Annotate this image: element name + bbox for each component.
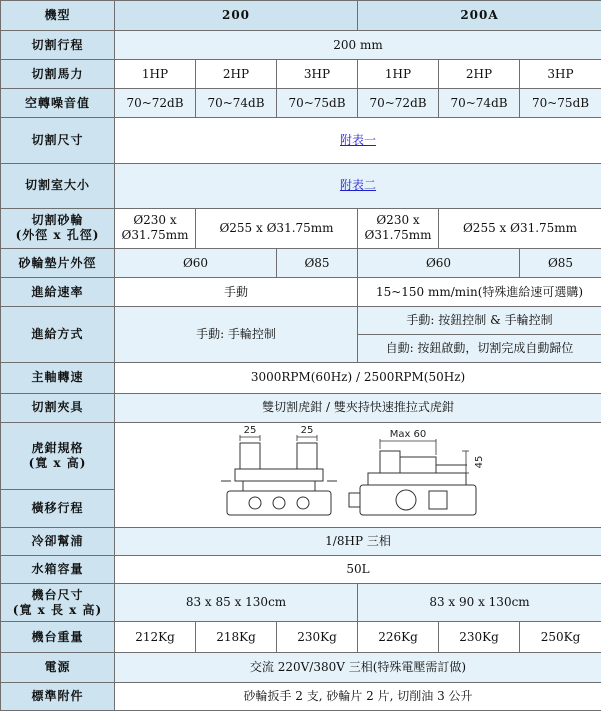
- value-spindle: 3000RPM(60Hz) / 2500RPM(50Hz): [115, 363, 601, 393]
- header-200a: 200A: [358, 1, 601, 31]
- right-vise-base: [360, 485, 476, 515]
- weight-cell: 218Kg: [196, 622, 277, 652]
- wheel-200a-small-line2: Ø31.75mm: [364, 228, 432, 243]
- left-vise-bar: [235, 469, 323, 481]
- power-cell: 3HP: [277, 60, 358, 89]
- washer-cell: Ø60: [358, 248, 520, 277]
- label-stroke: 切割行程: [1, 31, 115, 60]
- power-cell: 3HP: [520, 60, 601, 89]
- wheel-200-small: [115, 208, 196, 248]
- right-vise-bar: [368, 473, 466, 485]
- weight-cell: 250Kg: [520, 622, 601, 652]
- value-coolant: 1/8HP 三相: [115, 528, 601, 556]
- label-wheel-line2: (外徑 x 孔徑): [15, 228, 100, 243]
- label-accessories: 標準附件: [1, 682, 115, 710]
- label-washer: 砂輪墊片外徑: [1, 248, 115, 277]
- value-tank: 50L: [115, 556, 601, 584]
- power-cell: 2HP: [439, 60, 520, 89]
- power-cell: 1HP: [358, 60, 439, 89]
- dim-left-1-label: 25: [243, 424, 257, 436]
- wheel-200a-small-line1: Ø230 x: [376, 213, 420, 228]
- dim-left-2-label: 25: [300, 424, 314, 436]
- value-stroke: 200 mm: [115, 31, 601, 60]
- label-vise-line2: (寬 x 高): [28, 455, 87, 470]
- size-table-link[interactable]: 附表一: [340, 133, 377, 148]
- wheel-200a-large: Ø255 x Ø31.75mm: [439, 208, 601, 248]
- row-feed: [1, 278, 601, 307]
- noise-cell: 70~74dB: [439, 89, 520, 118]
- label-coolant: 冷卻幫浦: [1, 528, 115, 556]
- weight-cell: 230Kg: [277, 622, 358, 652]
- feed-mode-200a-auto: 自動: 按鈕啟動，切割完成自動歸位: [358, 335, 601, 363]
- left-vise-jaw-2: [297, 443, 317, 469]
- dims-200: 83 x 85 x 130cm: [115, 584, 358, 622]
- vise-drawing-cell: [115, 422, 601, 527]
- right-vise-block: [429, 491, 447, 509]
- dims-200a: 83 x 90 x 130cm: [358, 584, 601, 622]
- washer-cell: Ø85: [520, 248, 601, 277]
- label-wheel-line1: 切割砂輪: [31, 213, 84, 228]
- value-size: [115, 118, 601, 163]
- label-clamp: 切割夾具: [1, 393, 115, 422]
- row-feed-mode-1: [1, 307, 601, 335]
- label-feed-mode: 進給方式: [1, 307, 115, 363]
- row-weight: [1, 622, 601, 652]
- label-wheel: [1, 208, 115, 248]
- label-tank: 水箱容量: [1, 556, 115, 584]
- row-power: [1, 60, 601, 89]
- power-cell: 1HP: [115, 60, 196, 89]
- label-chamber: 切割室大小: [1, 163, 115, 208]
- row-tank: [1, 556, 601, 584]
- left-vise-jaw-1: [240, 443, 260, 469]
- dim-height-label: 45: [474, 455, 485, 469]
- row-model: [1, 1, 601, 31]
- label-vise-line1: 虎鉗規格: [31, 440, 84, 455]
- washer-cell: Ø85: [277, 248, 358, 277]
- label-model: 機型: [1, 1, 115, 31]
- value-power-supply: 交流 220V/380V 三相(特殊電壓需訂做): [115, 652, 601, 682]
- dim-max-label: Max 60: [389, 428, 427, 440]
- noise-cell: 70~72dB: [115, 89, 196, 118]
- wheel-200a-small: [358, 208, 439, 248]
- label-size: 切割尺寸: [1, 118, 115, 163]
- noise-cell: 70~75dB: [277, 89, 358, 118]
- label-weight: 機台重量: [1, 622, 115, 652]
- wheel-200-small-line2: Ø31.75mm: [121, 228, 189, 243]
- feed-200a: 15~150 mm/min(特殊進給速可選購): [358, 278, 601, 307]
- left-vise-bolt-icon: [249, 497, 261, 509]
- right-vise-jaw: [380, 451, 400, 473]
- noise-cell: 70~74dB: [196, 89, 277, 118]
- row-spindle: [1, 363, 601, 393]
- row-power-supply: [1, 652, 601, 682]
- label-traverse: 橫移行程: [1, 490, 115, 528]
- row-wheel: [1, 208, 601, 248]
- left-vise-bolt-icon: [273, 497, 285, 509]
- label-dims-line1: 機台尺寸: [31, 587, 84, 602]
- weight-cell: 212Kg: [115, 622, 196, 652]
- noise-cell: 70~75dB: [520, 89, 601, 118]
- right-vise-handwheel-icon: [396, 490, 416, 510]
- row-noise: [1, 89, 601, 118]
- feed-mode-200a-manual: 手動: 按鈕控制 & 手輪控制: [358, 307, 601, 335]
- label-spindle: 主軸轉速: [1, 363, 115, 393]
- chamber-table-link[interactable]: 附表二: [340, 178, 377, 193]
- label-power-supply: 電源: [1, 652, 115, 682]
- wheel-200-small-line1: Ø230 x: [133, 213, 177, 228]
- header-200: 200: [115, 1, 358, 31]
- weight-cell: 226Kg: [358, 622, 439, 652]
- label-noise: 空轉噪音值: [1, 89, 115, 118]
- left-vise-slide: [243, 481, 315, 491]
- feed-mode-200: 手動: 手輪控制: [115, 307, 358, 363]
- row-vise: [1, 422, 601, 489]
- label-feed: 進給速率: [1, 278, 115, 307]
- row-chamber: [1, 163, 601, 208]
- label-power: 切割馬力: [1, 60, 115, 89]
- washer-cell: Ø60: [115, 248, 277, 277]
- right-vise-knob: [349, 493, 360, 507]
- row-size: [1, 118, 601, 163]
- row-dims: [1, 584, 601, 622]
- row-washer: [1, 248, 601, 277]
- row-clamp: [1, 393, 601, 422]
- noise-cell: 70~72dB: [358, 89, 439, 118]
- row-accessories: [1, 682, 601, 710]
- wheel-200-large: Ø255 x Ø31.75mm: [196, 208, 358, 248]
- value-clamp: 雙切割虎鉗 / 雙夾持快速推拉式虎鉗: [115, 393, 601, 422]
- feed-200: 手動: [115, 278, 358, 307]
- vise-drawing: [117, 423, 601, 523]
- label-vise: [1, 422, 115, 489]
- row-coolant: [1, 528, 601, 556]
- value-accessories: 砂輪扳手 2 支, 砂輪片 2 片, 切削油 3 公升: [115, 682, 601, 710]
- weight-cell: 230Kg: [439, 622, 520, 652]
- left-vise-bolt-icon: [297, 497, 309, 509]
- row-stroke: [1, 31, 601, 60]
- power-cell: 2HP: [196, 60, 277, 89]
- right-vise-body: [400, 457, 436, 473]
- label-dims-line2: (寬 x 長 x 高): [12, 602, 103, 617]
- label-dims: [1, 584, 115, 622]
- value-chamber: [115, 163, 601, 208]
